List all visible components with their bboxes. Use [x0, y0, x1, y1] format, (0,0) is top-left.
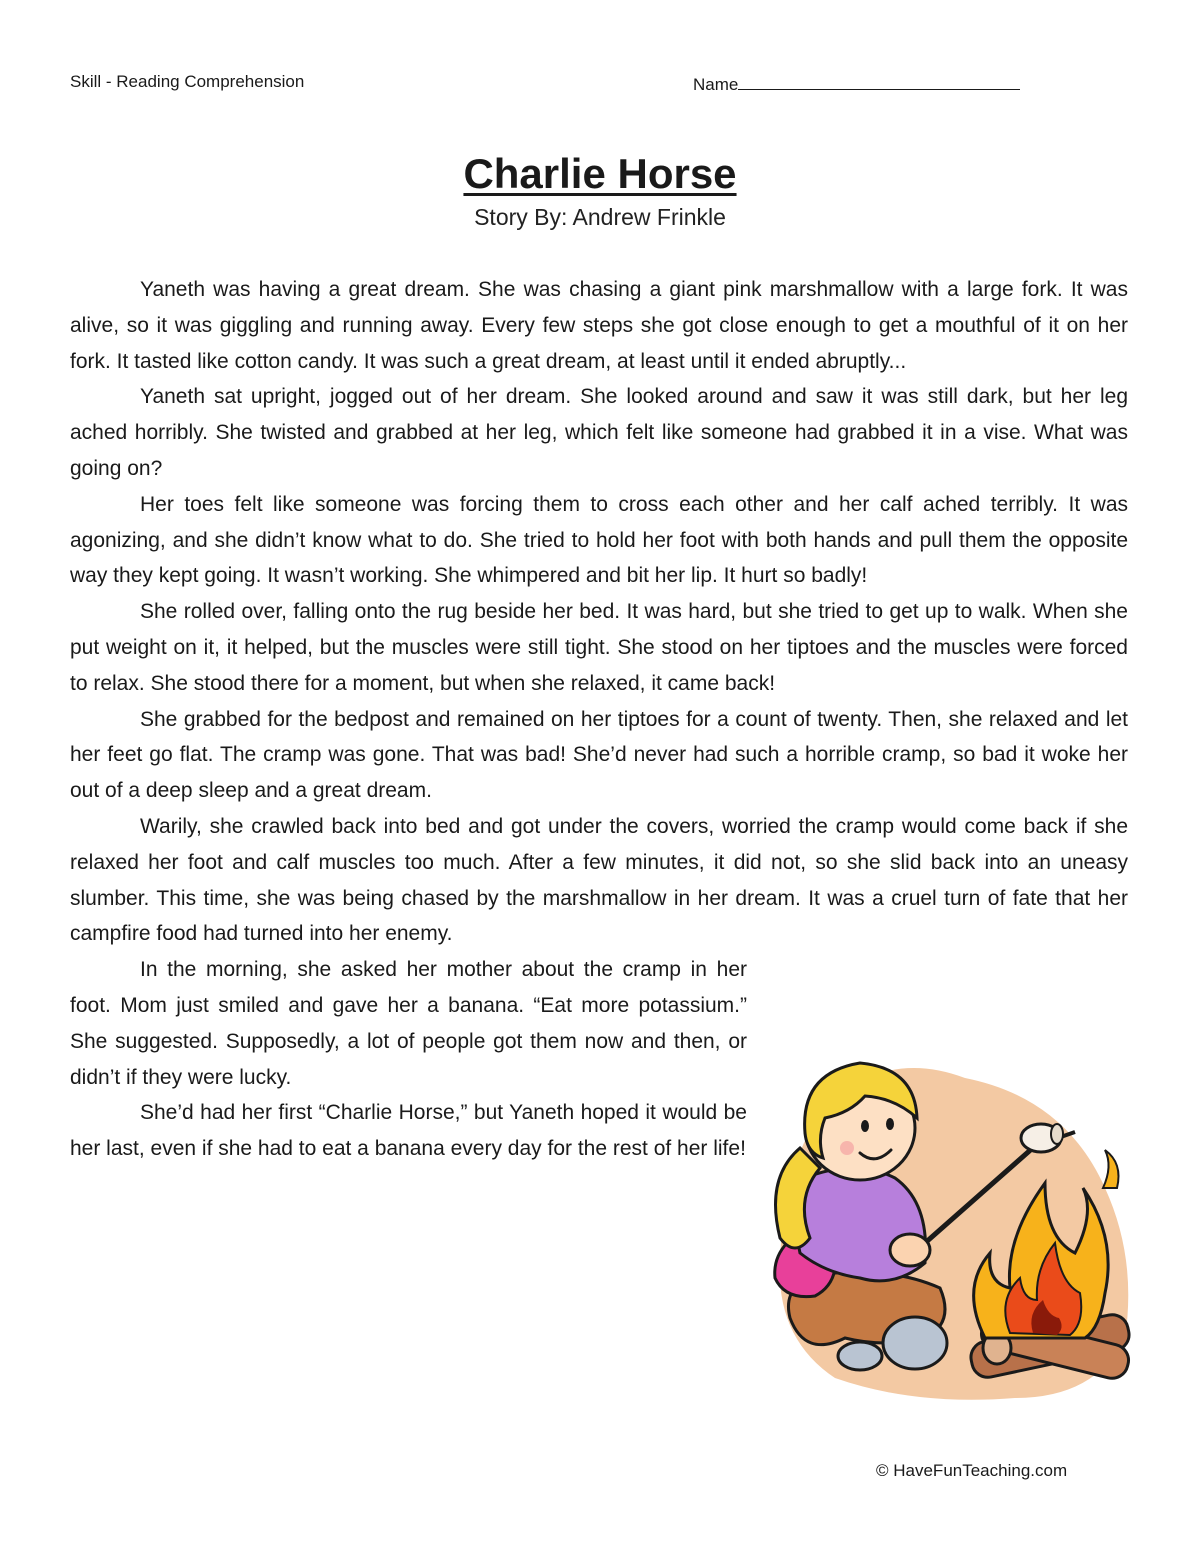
story-title: Charlie Horse	[463, 150, 737, 197]
story-paragraph: She rolled over, falling onto the rug beside her bed. It was hard, but she tried to get up to walk. When she put weight on it, it helped, but the muscles were still tight. She stood on her tiptoes and the muscles were forced to relax. She stood there for a moment, but when she relaxed, it came back!	[70, 600, 1128, 695]
name-blank-line[interactable]	[738, 72, 1020, 90]
story-byline: Story By: Andrew Frinkle	[474, 204, 726, 230]
story-paragraph: Warily, she crawled back into bed and got under the covers, worried the cramp would come back if she relaxed her foot and calf muscles too much. After a few minutes, it did not, so she slid back into an uneasy slumber. This time, she was being chased by the marshmallow in her dream. It was a cruel turn of fate that her campfire food had turned into her enemy.	[70, 814, 1128, 946]
skill-label: Skill - Reading Comprehension	[70, 72, 305, 91]
story-paragraph: Yaneth was having a great dream. She was chasing a giant pink marshmallow with a large fork. It was alive, so it was giggling and running away. Every few steps she got close enough to get a mouthful of it on her fork. It tasted like cotton candy. It was such a great dream, at least until it ended abruptly...	[70, 278, 1128, 373]
story-paragraph: In the morning, she asked her mother about the cramp in her foot. Mom just smiled and gave her a banana. “Eat more potassium.” She suggested. Supposedly, a lot of people got them now and then, or didn’t if they were lucky.	[70, 958, 747, 1089]
shoe	[838, 1342, 882, 1370]
hands	[890, 1234, 930, 1266]
worksheet-header	[70, 72, 1130, 96]
copyright-footer: © HaveFunTeaching.com	[876, 1461, 1068, 1480]
story-paragraph: She grabbed for the bedpost and remained on her tiptoes for a count of twenty. Then, she relaxed and let her feet go flat. The cramp was gone. That was bad! She’d never had such a horrible cramp, so bad it woke her out of a deep sleep and a great dream.	[70, 707, 1128, 803]
name-field[interactable]	[693, 72, 1020, 95]
shoe	[883, 1317, 947, 1369]
story-body	[70, 272, 1128, 1167]
girl-roasting-marshmallow-icon	[765, 1038, 1137, 1408]
name-label: Name	[693, 75, 739, 94]
story-paragraph: She’d had her first “Charlie Horse,” but Yaneth hoped it would be her last, even if she had to eat a banana every day for the rest of her life!	[70, 1101, 747, 1161]
story-paragraph: Her toes felt like someone was forcing them to cross each other and her calf ached terribly. It was agonizing, and she didn’t know what to do. She tried to hold her foot with both hands and pull them the opposite way they kept going. It wasn’t working. She whimpered and bit her lip. It hurt so badly!	[70, 492, 1128, 588]
story-paragraph: Yaneth sat upright, jogged out of her dream. She looked around and saw it was still dark, but her leg ached horribly. She twisted and grabbed at her leg, which felt like someone had grabbed it in a vise. What was going on?	[70, 385, 1128, 480]
